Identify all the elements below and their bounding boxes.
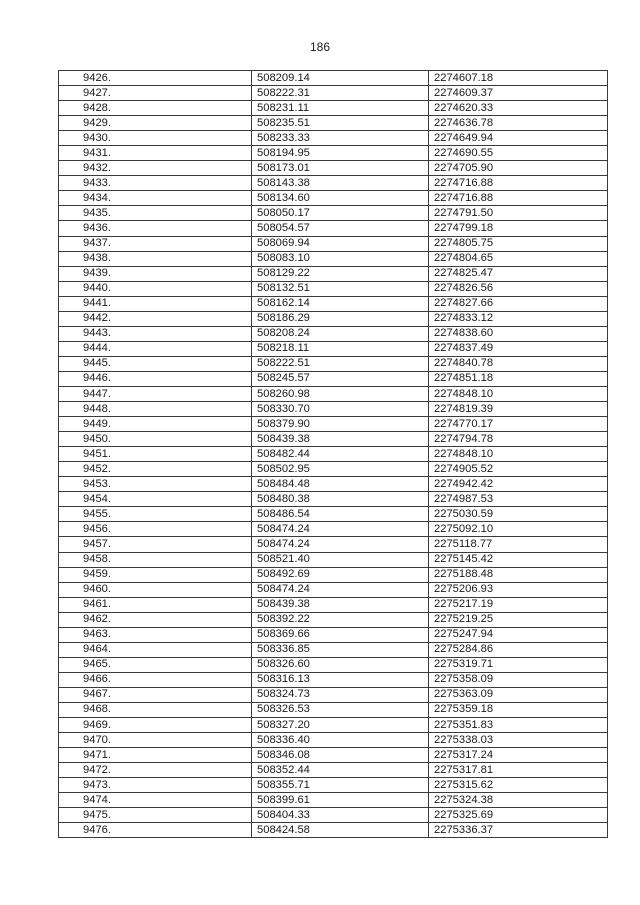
easting-cell: 508083.10 — [252, 251, 429, 266]
northing-cell: 2275319.71 — [429, 657, 608, 672]
point-number-cell: 9446. — [59, 371, 252, 386]
table-row — [59, 642, 608, 657]
coordinates-table-body — [59, 71, 608, 838]
easting-cell: 508054.57 — [252, 221, 429, 236]
northing-cell: 2275315.62 — [429, 778, 608, 793]
table-row — [59, 477, 608, 492]
table-row — [59, 251, 608, 266]
table-row — [59, 552, 608, 567]
point-number-cell: 9448. — [59, 402, 252, 417]
point-number-cell: 9470. — [59, 733, 252, 748]
point-number-cell: 9449. — [59, 417, 252, 432]
northing-cell: 2275363.09 — [429, 687, 608, 702]
table-row — [59, 146, 608, 161]
easting-cell: 508132.51 — [252, 281, 429, 296]
northing-cell: 2274848.10 — [429, 447, 608, 462]
point-number-cell: 9426. — [59, 71, 252, 86]
easting-cell: 508392.22 — [252, 612, 429, 627]
northing-cell: 2275325.69 — [429, 808, 608, 823]
point-number-cell: 9469. — [59, 718, 252, 733]
easting-cell: 508162.14 — [252, 296, 429, 311]
table-row — [59, 657, 608, 672]
point-number-cell: 9427. — [59, 86, 252, 101]
point-number-cell: 9461. — [59, 597, 252, 612]
northing-cell: 2275358.09 — [429, 672, 608, 687]
point-number-cell: 9460. — [59, 582, 252, 597]
easting-cell: 508379.90 — [252, 417, 429, 432]
easting-cell: 508399.61 — [252, 793, 429, 808]
northing-cell: 2274837.49 — [429, 341, 608, 356]
easting-cell: 508134.60 — [252, 191, 429, 206]
table-row — [59, 266, 608, 281]
table-row — [59, 567, 608, 582]
easting-cell: 508194.95 — [252, 146, 429, 161]
point-number-cell: 9441. — [59, 296, 252, 311]
table-row — [59, 627, 608, 642]
point-number-cell: 9459. — [59, 567, 252, 582]
northing-cell: 2275217.19 — [429, 597, 608, 612]
easting-cell: 508474.24 — [252, 582, 429, 597]
northing-cell: 2275188.48 — [429, 567, 608, 582]
table-row — [59, 311, 608, 326]
table-row — [59, 748, 608, 763]
point-number-cell: 9435. — [59, 206, 252, 221]
easting-cell: 508521.40 — [252, 552, 429, 567]
easting-cell: 508480.38 — [252, 492, 429, 507]
table-row — [59, 326, 608, 341]
northing-cell: 2274690.55 — [429, 146, 608, 161]
table-row — [59, 71, 608, 86]
easting-cell: 508474.24 — [252, 537, 429, 552]
table-row — [59, 296, 608, 311]
table-row — [59, 492, 608, 507]
northing-cell: 2275284.86 — [429, 642, 608, 657]
northing-cell: 2274825.47 — [429, 266, 608, 281]
point-number-cell: 9436. — [59, 221, 252, 236]
easting-cell: 508326.53 — [252, 702, 429, 717]
easting-cell: 508143.38 — [252, 176, 429, 191]
northing-cell: 2274987.53 — [429, 492, 608, 507]
table-row — [59, 763, 608, 778]
easting-cell: 508327.20 — [252, 718, 429, 733]
northing-cell: 2274833.12 — [429, 311, 608, 326]
point-number-cell: 9434. — [59, 191, 252, 206]
table-row — [59, 116, 608, 131]
northing-cell: 2275118.77 — [429, 537, 608, 552]
northing-cell: 2275317.24 — [429, 748, 608, 763]
easting-cell: 508218.11 — [252, 341, 429, 356]
easting-cell: 508173.01 — [252, 161, 429, 176]
easting-cell: 508050.17 — [252, 206, 429, 221]
point-number-cell: 9438. — [59, 251, 252, 266]
easting-cell: 508484.48 — [252, 477, 429, 492]
northing-cell: 2274794.78 — [429, 432, 608, 447]
point-number-cell: 9455. — [59, 507, 252, 522]
northing-cell: 2274840.78 — [429, 356, 608, 371]
easting-cell: 508474.24 — [252, 522, 429, 537]
point-number-cell: 9467. — [59, 687, 252, 702]
table-row — [59, 281, 608, 296]
table-row — [59, 432, 608, 447]
point-number-cell: 9430. — [59, 131, 252, 146]
easting-cell: 508235.51 — [252, 116, 429, 131]
table-row — [59, 808, 608, 823]
table-row — [59, 206, 608, 221]
table-row — [59, 733, 608, 748]
northing-cell: 2274620.33 — [429, 101, 608, 116]
northing-cell: 2275317.81 — [429, 763, 608, 778]
point-number-cell: 9452. — [59, 462, 252, 477]
point-number-cell: 9429. — [59, 116, 252, 131]
point-number-cell: 9473. — [59, 778, 252, 793]
northing-cell: 2275324.38 — [429, 793, 608, 808]
northing-cell: 2275247.94 — [429, 627, 608, 642]
easting-cell: 508186.29 — [252, 311, 429, 326]
northing-cell: 2274770.17 — [429, 417, 608, 432]
northing-cell: 2274851.18 — [429, 371, 608, 386]
table-row — [59, 386, 608, 401]
northing-cell: 2274716.88 — [429, 191, 608, 206]
northing-cell: 2275092.10 — [429, 522, 608, 537]
easting-cell: 508069.94 — [252, 236, 429, 251]
point-number-cell: 9431. — [59, 146, 252, 161]
table-row — [59, 447, 608, 462]
northing-cell: 2274905.52 — [429, 462, 608, 477]
table-row — [59, 371, 608, 386]
point-number-cell: 9457. — [59, 537, 252, 552]
point-number-cell: 9474. — [59, 793, 252, 808]
table-row — [59, 86, 608, 101]
point-number-cell: 9443. — [59, 326, 252, 341]
northing-cell: 2274609.37 — [429, 86, 608, 101]
northing-cell: 2274838.60 — [429, 326, 608, 341]
table-row — [59, 161, 608, 176]
northing-cell: 2275359.18 — [429, 702, 608, 717]
northing-cell: 2274716.88 — [429, 176, 608, 191]
northing-cell: 2274636.78 — [429, 116, 608, 131]
northing-cell: 2275206.93 — [429, 582, 608, 597]
table-row — [59, 417, 608, 432]
point-number-cell: 9466. — [59, 672, 252, 687]
northing-cell: 2274791.50 — [429, 206, 608, 221]
easting-cell: 508245.57 — [252, 371, 429, 386]
easting-cell: 508439.38 — [252, 432, 429, 447]
table-row — [59, 597, 608, 612]
table-row — [59, 823, 608, 838]
point-number-cell: 9458. — [59, 552, 252, 567]
northing-cell: 2274607.18 — [429, 71, 608, 86]
easting-cell: 508222.51 — [252, 356, 429, 371]
easting-cell: 508208.24 — [252, 326, 429, 341]
easting-cell: 508355.71 — [252, 778, 429, 793]
page-number: 186 — [309, 40, 331, 54]
point-number-cell: 9476. — [59, 823, 252, 838]
easting-cell: 508336.40 — [252, 733, 429, 748]
table-row — [59, 778, 608, 793]
point-number-cell: 9456. — [59, 522, 252, 537]
coordinates-table — [58, 70, 608, 838]
easting-cell: 508346.08 — [252, 748, 429, 763]
northing-cell: 2274827.66 — [429, 296, 608, 311]
table-row — [59, 687, 608, 702]
easting-cell: 508404.33 — [252, 808, 429, 823]
easting-cell: 508326.60 — [252, 657, 429, 672]
easting-cell: 508316.13 — [252, 672, 429, 687]
easting-cell: 508502.95 — [252, 462, 429, 477]
table-row — [59, 522, 608, 537]
easting-cell: 508231.11 — [252, 101, 429, 116]
point-number-cell: 9433. — [59, 176, 252, 191]
table-row — [59, 221, 608, 236]
point-number-cell: 9450. — [59, 432, 252, 447]
point-number-cell: 9447. — [59, 386, 252, 401]
table-row — [59, 236, 608, 251]
point-number-cell: 9471. — [59, 748, 252, 763]
point-number-cell: 9451. — [59, 447, 252, 462]
point-number-cell: 9463. — [59, 627, 252, 642]
easting-cell: 508222.31 — [252, 86, 429, 101]
northing-cell: 2274805.75 — [429, 236, 608, 251]
point-number-cell: 9468. — [59, 702, 252, 717]
table-row — [59, 672, 608, 687]
table-row — [59, 702, 608, 717]
easting-cell: 508439.38 — [252, 597, 429, 612]
northing-cell: 2274804.65 — [429, 251, 608, 266]
table-row — [59, 402, 608, 417]
point-number-cell: 9440. — [59, 281, 252, 296]
easting-cell: 508324.73 — [252, 687, 429, 702]
easting-cell: 508330.70 — [252, 402, 429, 417]
easting-cell: 508129.22 — [252, 266, 429, 281]
table-row — [59, 341, 608, 356]
point-number-cell: 9472. — [59, 763, 252, 778]
easting-cell: 508209.14 — [252, 71, 429, 86]
table-row — [59, 582, 608, 597]
table-row — [59, 537, 608, 552]
table-row — [59, 462, 608, 477]
table-row — [59, 176, 608, 191]
easting-cell: 508424.58 — [252, 823, 429, 838]
easting-cell: 508482.44 — [252, 447, 429, 462]
northing-cell: 2275338.03 — [429, 733, 608, 748]
point-number-cell: 9475. — [59, 808, 252, 823]
point-number-cell: 9432. — [59, 161, 252, 176]
table-row — [59, 356, 608, 371]
table-row — [59, 191, 608, 206]
northing-cell: 2275145.42 — [429, 552, 608, 567]
easting-cell: 508492.69 — [252, 567, 429, 582]
point-number-cell: 9445. — [59, 356, 252, 371]
point-number-cell: 9442. — [59, 311, 252, 326]
easting-cell: 508486.54 — [252, 507, 429, 522]
easting-cell: 508369.66 — [252, 627, 429, 642]
northing-cell: 2274826.56 — [429, 281, 608, 296]
easting-cell: 508260.98 — [252, 386, 429, 401]
northing-cell: 2274799.18 — [429, 221, 608, 236]
northing-cell: 2275219.25 — [429, 612, 608, 627]
point-number-cell: 9454. — [59, 492, 252, 507]
point-number-cell: 9439. — [59, 266, 252, 281]
northing-cell: 2275030.59 — [429, 507, 608, 522]
northing-cell: 2275351.83 — [429, 718, 608, 733]
northing-cell: 2274819.39 — [429, 402, 608, 417]
northing-cell: 2274848.10 — [429, 386, 608, 401]
easting-cell: 508233.33 — [252, 131, 429, 146]
northing-cell: 2274649.94 — [429, 131, 608, 146]
table-row — [59, 507, 608, 522]
northing-cell: 2275336.37 — [429, 823, 608, 838]
northing-cell: 2274942.42 — [429, 477, 608, 492]
table-row — [59, 793, 608, 808]
point-number-cell: 9444. — [59, 341, 252, 356]
point-number-cell: 9462. — [59, 612, 252, 627]
table-row — [59, 101, 608, 116]
point-number-cell: 9465. — [59, 657, 252, 672]
easting-cell: 508352.44 — [252, 763, 429, 778]
point-number-cell: 9428. — [59, 101, 252, 116]
table-row — [59, 718, 608, 733]
point-number-cell: 9453. — [59, 477, 252, 492]
table-row — [59, 131, 608, 146]
table-row — [59, 612, 608, 627]
point-number-cell: 9464. — [59, 642, 252, 657]
point-number-cell: 9437. — [59, 236, 252, 251]
easting-cell: 508336.85 — [252, 642, 429, 657]
northing-cell: 2274705.90 — [429, 161, 608, 176]
